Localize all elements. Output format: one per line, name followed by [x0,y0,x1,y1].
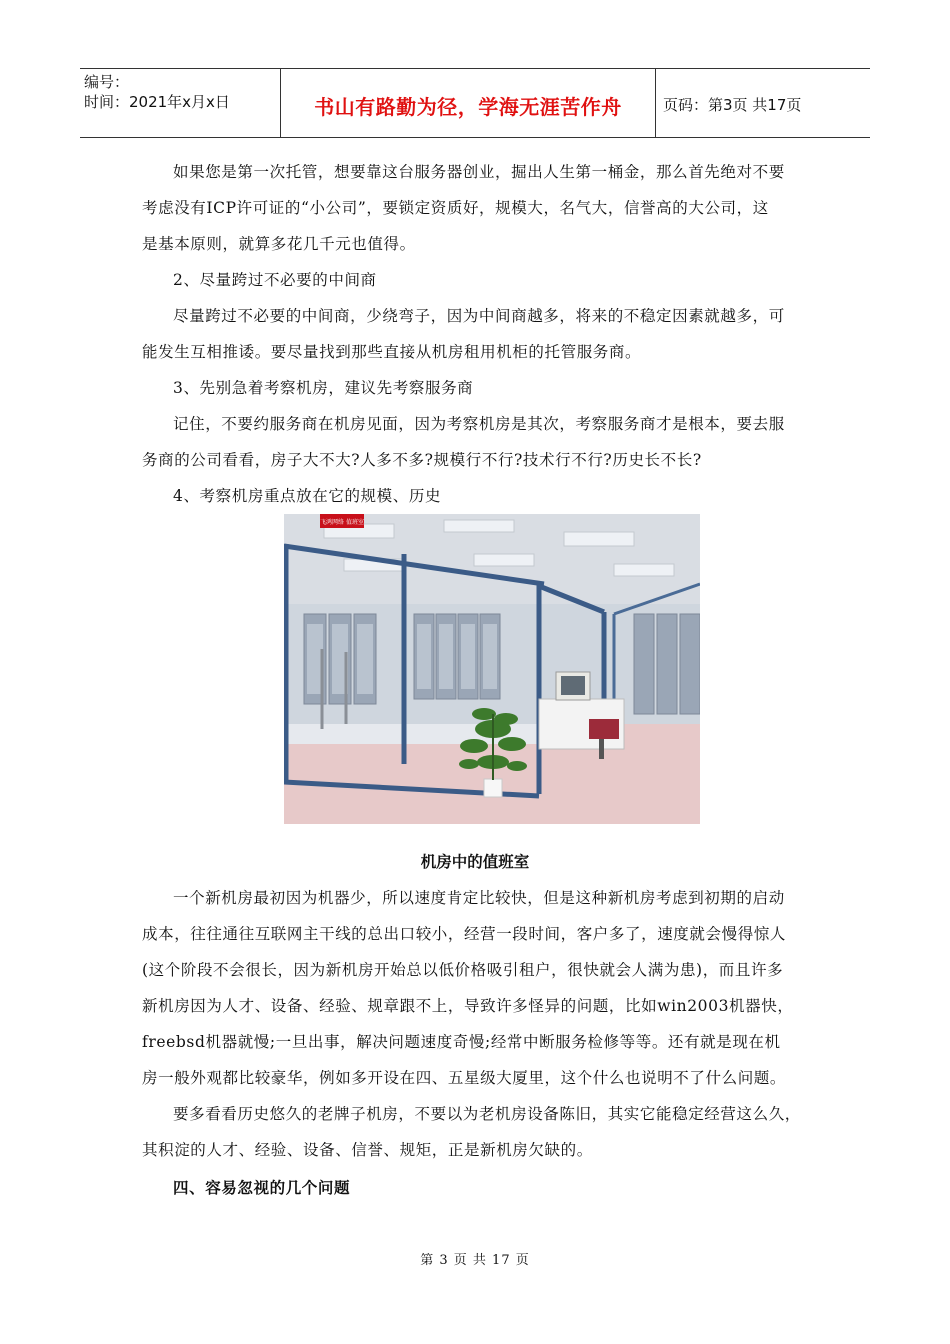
paragraph-line: 房一般外观都比较豪华，例如多开设在四、五星级大厦里，这个什么也说明不了什么问题。 [142,1069,787,1087]
paragraph-line: 务商的公司看看，房子大不大?人多不多?规模行不行?技术行不行?历史长不长? [142,451,702,469]
paragraph-line: 能发生互相推诿。要尽量找到那些直接从机房租用机柜的托管服务商。 [142,343,642,361]
doc-date: 时间：2021年x月x日 [84,93,230,111]
subheading: 2、尽量跨过不必要的中间商 [173,271,377,289]
server-room-photo [284,514,700,824]
paragraph-line: freebsd机器就慢;一旦出事，解决问题速度奇慢;经常中断服务检修等等。还有就是现在机 [142,1033,781,1051]
page-footer: 第 3 页 共 17 页 [420,1253,530,1268]
paragraph-line: 成本，往往通往互联网主干线的总出口较小，经营一段时间，客户多了，速度就会慢得惊人 [142,925,787,943]
paragraph-line: 一个新机房最初因为机器少，所以速度肯定比较快，但是这种新机房考虑到初期的启动 [173,889,785,907]
subheading: 4、考察机房重点放在它的规模、历史 [173,487,442,505]
header-page-cell [655,69,870,137]
paragraph-line: 如果您是第一次托管，想要靠这台服务器创业，掘出人生第一桶金，那么首先绝对不要 [173,163,785,181]
page-header [80,68,870,138]
paragraph-line: 新机房因为人才、设备、经验、规章跟不上，导致许多怪异的问题，比如win2003机器快， [142,997,794,1015]
header-motto: 书山有路勤为径，学海无涯苦作舟 [314,95,622,119]
header-info-cell [80,69,280,137]
paragraph-line: 记住，不要约服务商在机房见面，因为考察机房是其次，考察服务商才是根本，要去服 [173,415,785,433]
paragraph-line: 是基本原则，就算多花几千元也值得。 [142,235,416,253]
subheading: 3、先别急着考察机房，建议先考察服务商 [173,379,474,397]
paragraph-line: 要多看看历史悠久的老牌子机房，不要以为老机房设备陈旧，其实它能稳定经营这么久， [173,1105,801,1123]
header-page-info: 页码：第3页 共17页 [663,96,802,114]
section-heading: 四、容易忽视的几个问题 [173,1179,351,1197]
photo-sign-text: 飞鸿网络 值班室 [320,519,364,526]
header-motto-cell [280,69,656,137]
photo-caption: 机房中的值班室 [420,853,530,871]
paragraph-line: 其积淀的人才、经验、设备、信誉、规矩，正是新机房欠缺的。 [142,1141,593,1159]
paragraph-line: (这个阶段不会很长，因为新机房开始总以低价格吸引租户，很快就会人满为患)，而且许多 [142,961,784,979]
doc-number-label: 编号： [84,73,130,91]
paragraph-line: 考虑没有ICP许可证的“小公司”，要锁定资质好，规模大，名气大，信誉高的大公司，这 [142,199,769,217]
paragraph-line: 尽量跨过不必要的中间商，少绕弯子，因为中间商越多，将来的不稳定因素就越多，可 [173,307,785,325]
